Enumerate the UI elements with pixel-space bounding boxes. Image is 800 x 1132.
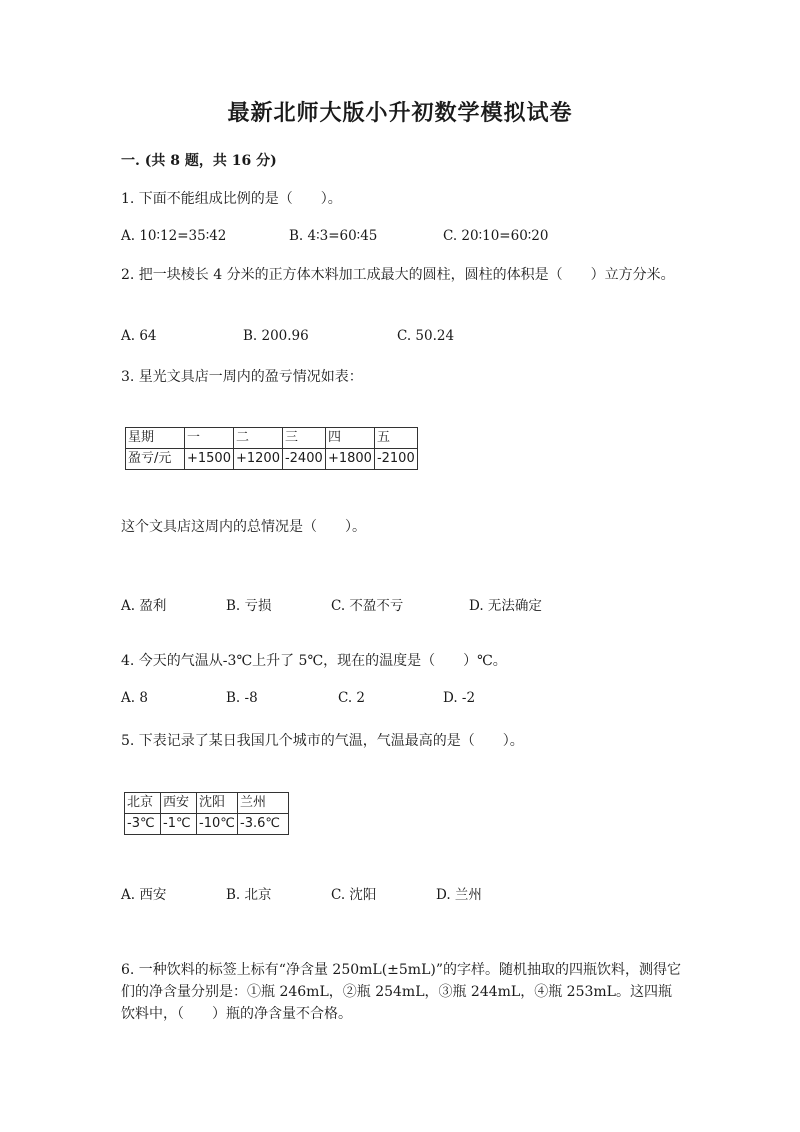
question-4-option-c: C. 2 [338,690,366,706]
question-6-text: 6. 一种饮料的标签上标有“净含量 250mL(±5mL)”的字样。随机抽取的四瓶饮料，测得它们的净含量分别是：①瓶 246mL，②瓶 254mL，③瓶 244mL，④瓶 253mL。这四瓶饮料中，（ ）瓶的净含量不合格。 [121,962,681,1022]
table-cell: 盈亏/元 [126,449,185,470]
table-row [126,449,418,470]
question-5-option-c: C. 沈阳 [331,887,377,903]
table-row [126,428,418,449]
table-cell: 星期 [126,428,185,449]
table-cell: 四 [325,428,374,449]
table-row [125,793,289,814]
table-cell: 兰州 [238,793,289,814]
question-2-text: 2. 把一块棱长 4 分米的正方体木料加工成最大的圆柱，圆柱的体积是（ ）立方分米。 [121,267,675,283]
question-1-option-b: B. 4∶3=60∶45 [289,228,378,244]
question-4-option-b: B. -8 [226,690,258,706]
question-5-option-d: D. 兰州 [436,887,482,903]
question-4-text: 4. 今天的气温从-3℃上升了 5℃，现在的温度是（ ）℃。 [121,653,507,669]
exam-title: 最新北师大版小升初数学模拟试卷 [227,100,573,126]
question-4-option-a: A. 8 [121,690,148,706]
question-5-option-a: A. 西安 [121,887,167,903]
table-cell: -1℃ [161,814,197,835]
table-cell: 三 [282,428,325,449]
question-1-text: 1. 下面不能组成比例的是（ ）。 [121,191,342,207]
question-5-text: 5. 下表记录了某日我国几个城市的气温，气温最高的是（ ）。 [121,733,524,749]
table-cell: 西安 [161,793,197,814]
table-cell: 沈阳 [197,793,238,814]
question-3-followup: 这个文具店这周内的总情况是（ ）。 [121,519,366,535]
question-3-option-a: A. 盈利 [121,598,167,614]
table-cell: 一 [185,428,234,449]
question-3-option-b: B. 亏损 [226,598,272,614]
question-3-option-d: D. 无法确定 [469,598,542,614]
table-row [125,814,289,835]
table-cell: -2400 [282,449,325,470]
question-5-option-b: B. 北京 [226,887,272,903]
table-cell: -10℃ [197,814,238,835]
table-cell: +1800 [325,449,374,470]
city-temperature-table [124,792,289,835]
question-2-option-a: A. 64 [121,328,157,344]
table-cell: 五 [374,428,417,449]
question-4-option-d: D. -2 [443,690,476,706]
table-cell: -3℃ [125,814,161,835]
table-cell: 二 [233,428,282,449]
table-cell: 北京 [125,793,161,814]
section-heading: 一. (共 8 题，共 16 分) [121,153,277,169]
question-1-option-a: A. 10∶12=35∶42 [121,228,227,244]
question-1-option-c: C. 20∶10=60∶20 [443,228,549,244]
table-cell: +1500 [185,449,234,470]
table-cell: +1200 [233,449,282,470]
table-cell: -2100 [374,449,417,470]
table-cell: -3.6℃ [238,814,289,835]
question-3-text: 3. 星光文具店一周内的盈亏情况如表： [121,369,363,385]
profit-loss-table [125,427,418,470]
question-3-option-c: C. 不盈不亏 [331,598,404,614]
question-2-option-c: C. 50.24 [397,328,455,344]
question-2-option-b: B. 200.96 [243,328,309,344]
